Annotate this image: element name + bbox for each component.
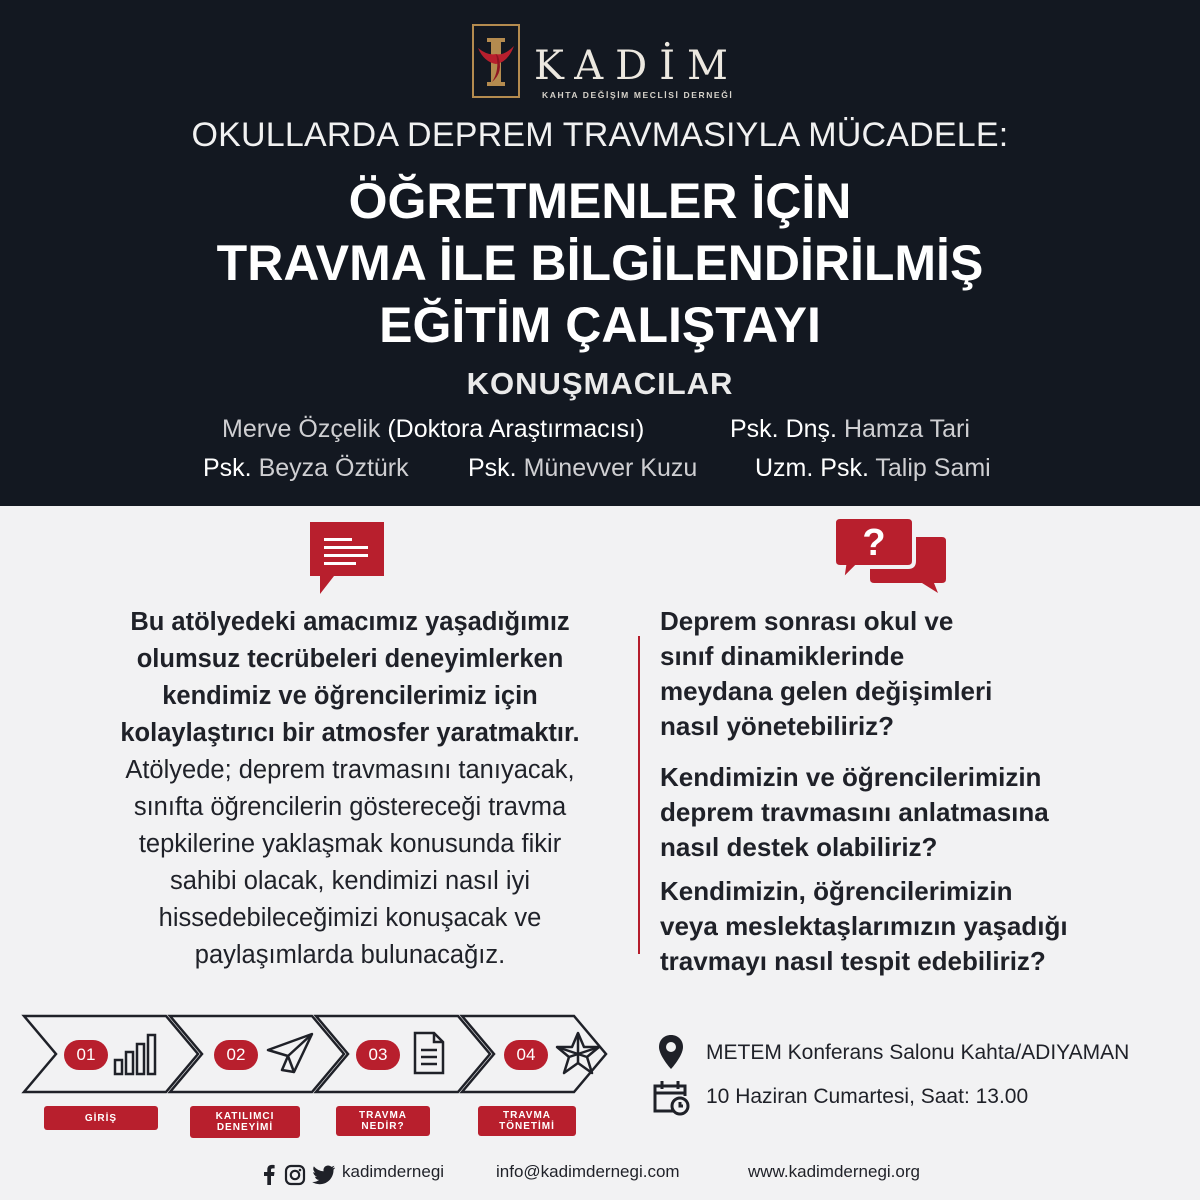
twitter-icon[interactable] — [312, 1165, 336, 1185]
step-label: TRAVMA TÖNETİMİ — [478, 1106, 576, 1136]
speaker-5 — [755, 454, 991, 483]
about-bold-line: olumsuz tecrübeleri deneyimlerken — [136, 645, 564, 673]
speaker-2 — [730, 415, 970, 444]
about-line: hissedebileceğimizi konuşacak ve — [158, 904, 542, 932]
event-subtitle: OKULLARDA DEPREM TRAVMASIYLA MÜCADELE: — [191, 116, 1009, 154]
about-line: sınıfta öğrencilerin göstereceği travma — [133, 793, 567, 821]
question-chat-icon — [834, 515, 950, 595]
phoenix-emblem-icon — [474, 26, 518, 96]
paper-plane-icon — [264, 1030, 316, 1076]
event-title — [0, 170, 1200, 356]
speaker-name: Merve Özçelik — [222, 415, 381, 443]
instagram-icon[interactable] — [284, 1164, 306, 1186]
about-bold-line: kendimiz ve öğrencilerimiz için — [162, 682, 538, 710]
question-line: sınıf dinamiklerinde — [660, 641, 905, 671]
title-line: EĞİTİM ÇALIŞTAYI — [379, 297, 821, 353]
email-link[interactable]: info@kadimdernegi.com — [496, 1162, 680, 1181]
speaker-title: Uzm. Psk. — [755, 454, 869, 482]
star-icon — [554, 1030, 602, 1076]
question-line: veya meslektaşlarımızın yaşadığı — [660, 911, 1068, 941]
website-link[interactable]: www.kadimdernegi.org — [748, 1162, 920, 1181]
speaker-title: Psk. Dnş. — [730, 415, 837, 443]
speakers-heading: KONUŞMACILAR — [466, 366, 734, 401]
speaker-3 — [203, 454, 409, 483]
question-1 — [660, 604, 1180, 744]
document-icon — [412, 1030, 446, 1076]
question-3 — [660, 874, 1180, 979]
social-handle[interactable]: kadimdernegi — [342, 1162, 445, 1181]
column-divider — [638, 636, 640, 954]
about-line: tepkilerine yaklaşmak konusunda fikir — [138, 830, 562, 858]
about-bold-line: Bu atölyedeki amacımız yaşadığımız — [130, 608, 570, 636]
question-line: nasıl yönetebiliriz? — [660, 711, 895, 741]
question-line: Kendimizin, öğrencilerimizin — [660, 876, 1013, 906]
brand-tagline: KAHTA DEĞİŞİM MECLİSİ DERNEĞİ — [542, 90, 734, 100]
question-line: travmayı nasıl tespit edebiliriz? — [660, 946, 1046, 976]
speaker-title: Psk. — [203, 454, 252, 482]
about-line: Atölyede; deprem travmasını tanıyacak, — [125, 756, 575, 784]
speaker-1 — [222, 415, 644, 444]
event-date-time: 10 Haziran Cumartesi, Saat: 13.00 — [706, 1085, 1029, 1108]
question-line: Deprem sonrası okul ve — [660, 606, 954, 636]
question-2 — [660, 760, 1180, 865]
logo-frame — [472, 24, 520, 98]
step-number: 02 — [214, 1040, 258, 1070]
step-number: 04 — [504, 1040, 548, 1070]
about-text — [70, 604, 630, 974]
step-label: TRAVMA NEDİR? — [336, 1106, 430, 1136]
speaker-name: Münevver Kuzu — [523, 454, 698, 482]
header-panel — [0, 0, 1200, 506]
speaker-title: (Doktora Araştırmacısı) — [387, 415, 645, 443]
about-line: paylaşımlarda bulunacağız. — [194, 941, 506, 969]
question-line: Kendimizin ve öğrencilerimizin — [660, 762, 1042, 792]
speaker-title: Psk. — [468, 454, 517, 482]
location-pin-icon — [658, 1034, 684, 1070]
speaker-name: Hamza Tari — [843, 415, 970, 443]
svg-text:?: ? — [862, 522, 886, 564]
title-line: TRAVMA İLE BİLGİLENDİRİLMİŞ — [216, 235, 984, 291]
bar-chart-icon — [112, 1032, 160, 1076]
step-number: 01 — [64, 1040, 108, 1070]
speaker-4 — [468, 454, 697, 483]
message-text-icon — [306, 520, 388, 600]
kadim-logo — [472, 24, 740, 102]
title-line: ÖĞRETMENLER İÇİN — [348, 173, 852, 229]
facebook-icon[interactable] — [262, 1164, 276, 1186]
speaker-name: Talip Sami — [875, 454, 991, 482]
speaker-name: Beyza Öztürk — [258, 454, 409, 482]
event-location: METEM Konferans Salonu Kahta/ADIYAMAN — [706, 1041, 1130, 1064]
about-line: sahibi olacak, kendimizi nasıl iyi — [170, 867, 530, 895]
step-label: KATILIMCI DENEYİMİ — [190, 1106, 300, 1138]
about-bold-line: kolaylaştırıcı bir atmosfer yaratmaktır. — [120, 719, 580, 747]
question-line: meydana gelen değişimleri — [660, 676, 993, 706]
brand-name: KADİM — [534, 43, 740, 89]
question-line: deprem travmasını anlatmasına — [660, 797, 1049, 827]
question-line: nasıl destek olabiliriz? — [660, 832, 938, 862]
step-number: 03 — [356, 1040, 400, 1070]
calendar-clock-icon — [652, 1078, 690, 1116]
step-label: GİRİŞ — [44, 1106, 158, 1130]
